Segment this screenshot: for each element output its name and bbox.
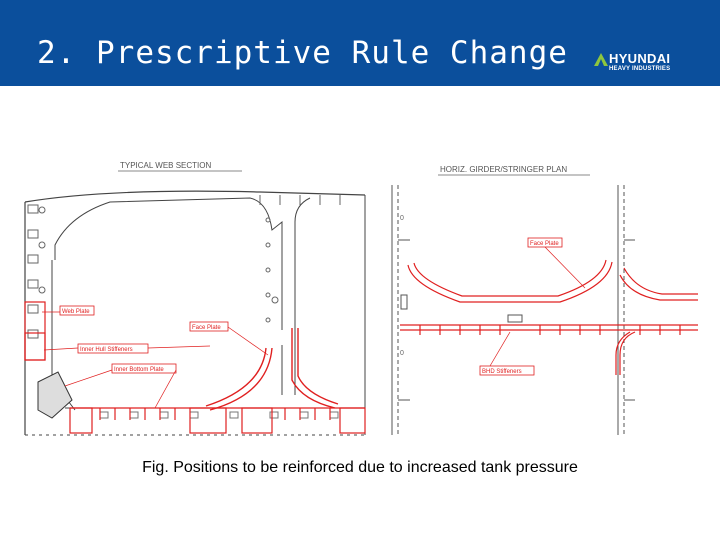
left-panel-title: TYPICAL WEB SECTION bbox=[120, 161, 212, 170]
svg-text:0: 0 bbox=[400, 215, 404, 222]
left-panel-labels bbox=[42, 306, 268, 408]
figure-caption: Fig. Positions to be reinforced due to increased tank pressure bbox=[142, 459, 578, 476]
structural-drawing bbox=[20, 150, 700, 440]
stringer-plan-drawing bbox=[392, 165, 635, 435]
label-web-plate: Web Plate bbox=[62, 309, 90, 315]
label-face-plate-right: Face Plate bbox=[530, 241, 559, 247]
right-reinforcement-highlights bbox=[400, 260, 698, 375]
slide-title: 2. Prescriptive Rule Change bbox=[37, 35, 568, 71]
label-inner-bottom-plate: Inner Bottom Plate bbox=[114, 367, 164, 373]
right-panel-title: HORIZ. GIRDER/STRINGER PLAN bbox=[440, 165, 568, 174]
svg-text:0: 0 bbox=[400, 350, 404, 357]
header-bar bbox=[0, 0, 720, 86]
logo-name: HYUNDAI bbox=[609, 51, 671, 66]
label-bhd-stiffeners: BHD Stiffeners bbox=[482, 369, 522, 375]
company-logo bbox=[594, 52, 694, 76]
triangle-logo-icon bbox=[594, 53, 608, 66]
label-inner-hull-stiffeners: Inner Hull Stiffeners bbox=[80, 347, 133, 353]
label-face-plate-left: Face Plate bbox=[192, 325, 221, 331]
right-panel-labels bbox=[480, 238, 585, 375]
logo-subtitle: HEAVY INDUSTRIES bbox=[609, 66, 671, 72]
